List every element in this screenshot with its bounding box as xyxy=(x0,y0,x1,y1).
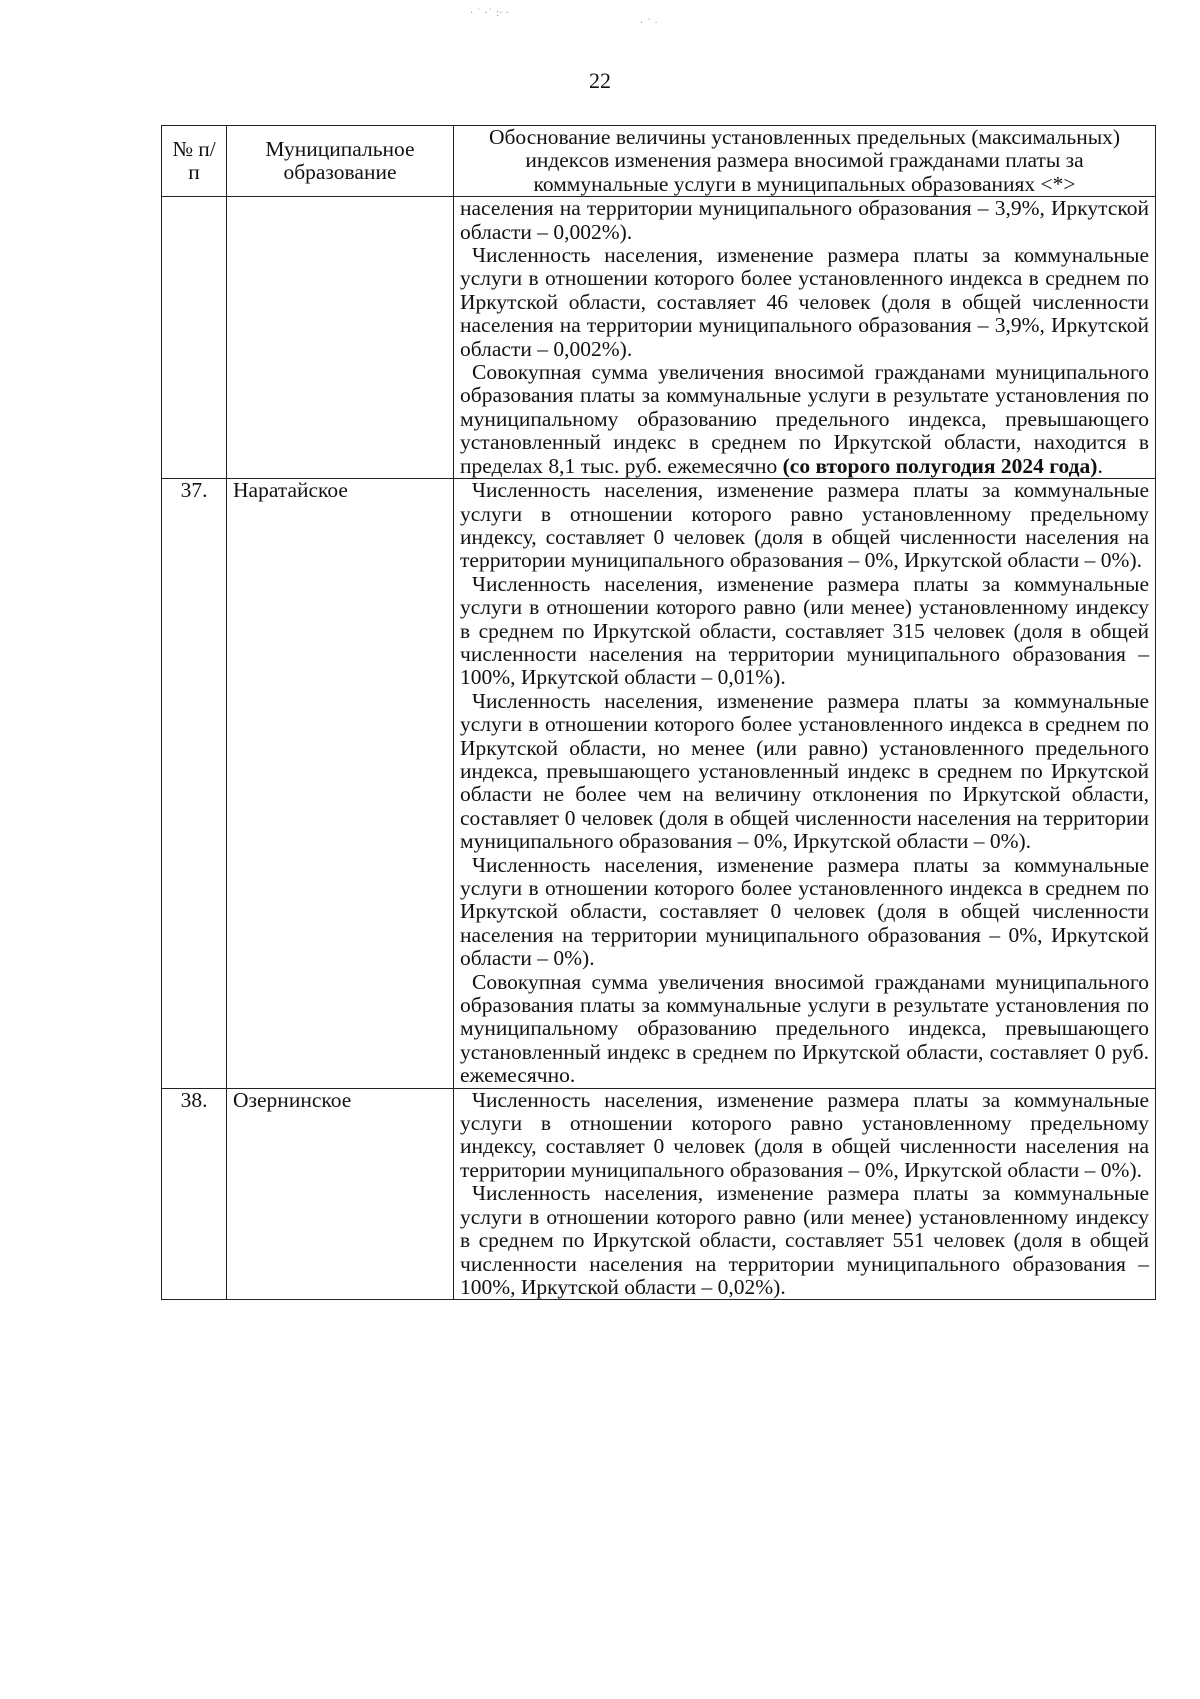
cell-justification xyxy=(454,479,1156,1089)
header-municipality: Муниципальное образование xyxy=(227,126,454,197)
table-row-continuation xyxy=(162,197,1156,479)
paragraph: Численность населения, изменение размера платы за коммунальные услуги в отношении которого равно (или менее) установленному индексу в среднем по Иркутской области, составляет 551 человек (доля в общей численности населения на территории муниципального образования – 100%, Иркутской области – 0,02%). xyxy=(460,1181,1149,1299)
paragraph: Численность населения, изменение размера платы за коммунальные услуги в отношении которого более установленного индекса в среднем по Иркутской области, но менее (или равно) установленного предельного индекса, превышающего установленный индекс в среднем по Иркутской области не более чем на величину отклонения по Иркутской области, составляет 0 человек (доля в общей численности населения на территории муниципального образования – 0%, Иркутской области – 0%). xyxy=(460,688,1149,854)
paragraph-end: . xyxy=(1097,453,1103,478)
cell-municipality xyxy=(227,197,454,479)
page-number: 22 xyxy=(589,68,611,93)
cell-justification xyxy=(454,1088,1156,1300)
scan-speck: · ˙ ·˙ :· · xyxy=(470,8,509,19)
paragraph: Совокупная сумма увеличения вносимой гражданами муниципального образования платы за коммунальные услуги в результате установления по муниципальному образованию предельного индекса, превышающего установленный индекс в среднем по Иркутской области, составляет 0 руб. ежемесячно. xyxy=(460,969,1149,1088)
header-justification: Обоснование величины установленных предельных (максимальных) индексов изменения размера вносимой гражданами платы за коммунальные услуги в муниципальных образованиях <*> xyxy=(454,126,1156,197)
cell-num: 37. xyxy=(162,479,227,1089)
paragraph: Численность населения, изменение размера платы за коммунальные услуги в отношении которого равно установленному предельному индексу, составляет 0 человек (доля в общей численности населения на территории муниципального образования – 0%, Иркутской области – 0%). xyxy=(460,1087,1149,1182)
cell-num: 38. xyxy=(162,1088,227,1300)
cell-num xyxy=(162,197,227,479)
cell-municipality: Наратайское xyxy=(227,479,454,1089)
paragraph-total xyxy=(460,361,1149,478)
scan-speck: · ˙ · xyxy=(640,18,658,29)
header-num: № п/п xyxy=(162,126,227,197)
paragraph: Численность населения, изменение размера платы за коммунальные услуги в отношении которого более установленного индекса в среднем по Иркутской области, составляет 46 человек (доля в общей численности населения на территории муниципального образования – 3,9%, Иркутской области – 0,002%). xyxy=(460,243,1149,361)
table-header-row xyxy=(162,126,1156,197)
paragraph: Численность населения, изменение размера платы за коммунальные услуги в отношении которого равно (или менее) установленному индексу в среднем по Иркутской области, составляет 315 человек (доля в общей численности населения на территории муниципального образования – 100%, Иркутской области – 0,01%). xyxy=(460,571,1149,690)
cell-justification xyxy=(454,197,1156,479)
paragraph: Численность населения, изменение размера платы за коммунальные услуги в отношении которого равно установленному предельному индексу, составляет 0 человек (доля в общей численности населения на территории муниципального образования – 0%, Иркутской области – 0%). xyxy=(460,478,1149,573)
paragraph-bold-period: (со второго полугодия 2024 года) xyxy=(782,453,1098,478)
paragraph: населения на территории муниципального образования – 3,9%, Иркутской области – 0,002%). xyxy=(460,196,1149,244)
paragraph-text: Совокупная сумма увеличения вносимой гражданами муниципального образования платы за коммунальные услуги в результате установления по муниципальному образованию предельного индекса, превышающего установленный индекс в среднем по Иркутской области, находится в пределах 8,1 тыс. руб. ежемесячно xyxy=(460,360,1149,478)
paragraph: Численность населения, изменение размера платы за коммунальные услуги в отношении которого более установленного индекса в среднем по Иркутской области, составляет 0 человек (доля в общей численности населения на территории муниципального образования – 0%, Иркутской области – 0%). xyxy=(460,852,1149,971)
table-row xyxy=(162,479,1156,1089)
municipal-index-table xyxy=(161,125,1156,1300)
cell-municipality: Озернинское xyxy=(227,1088,454,1300)
table-row xyxy=(162,1088,1156,1300)
